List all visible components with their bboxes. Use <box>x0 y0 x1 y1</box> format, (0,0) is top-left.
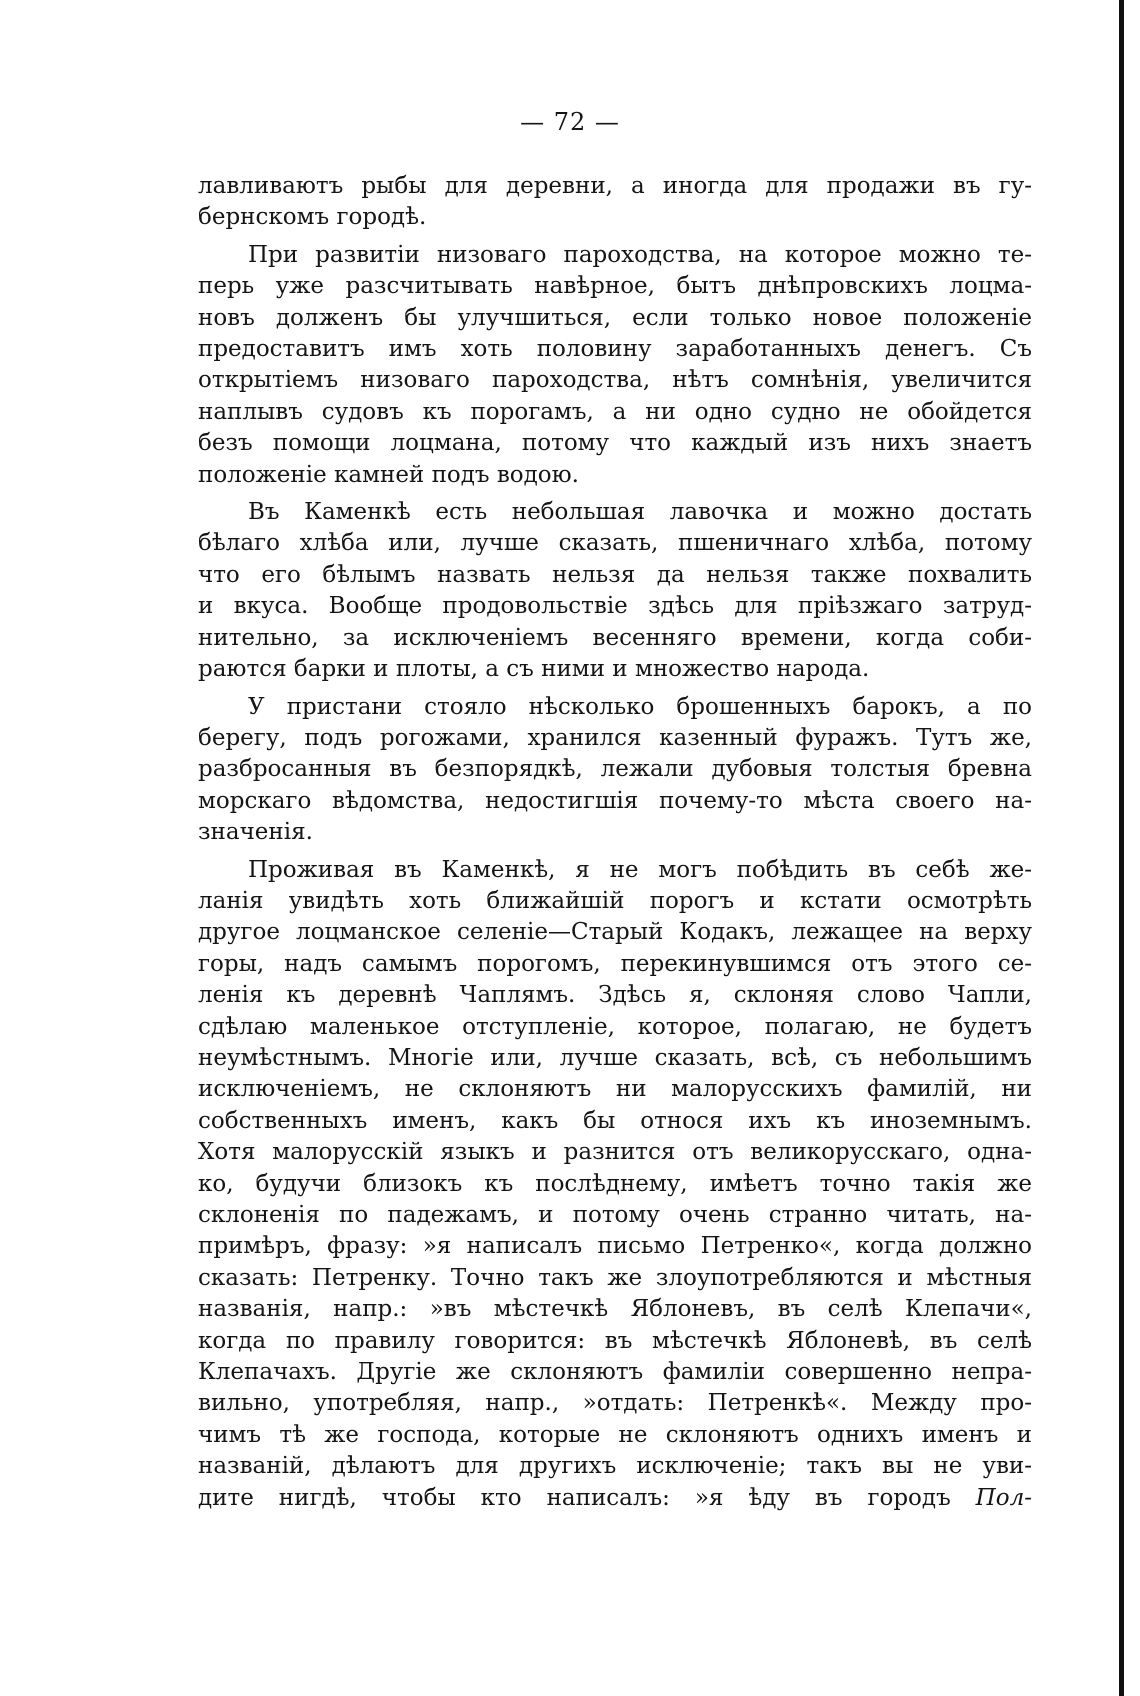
text-line: Въ Каменкѣ есть небольшая лавочка и можно достать <box>248 499 1032 526</box>
text-line: другое лоцманское селеніе—Старый Кодакъ, лежащее на верху <box>198 919 1032 946</box>
text-line: ко, будучи близокъ къ послѣднему, имѣетъ точно такія же <box>198 1170 1032 1197</box>
text-line: Хотя малорусскій языкъ и разнится отъ великорусскаго, одна- <box>198 1139 1032 1166</box>
paragraph-5 <box>198 855 1032 1515</box>
text-line: бѣлаго хлѣба или, лучше сказать, пшеничнаго хлѣба, потому <box>198 530 1032 557</box>
text-line: берегу, подъ рогожами, хранился казенный фуражъ. Тутъ же, <box>198 724 1032 751</box>
text-line: что его бѣлымъ назвать нельзя да нельзя также похвалить <box>198 561 1032 588</box>
page-number: — 72 — <box>520 108 620 136</box>
text-line: вильно, употребляя, напр., »отдать: Петренкѣ«. Между про- <box>198 1390 1032 1417</box>
text-line: сказать: Петренку. Точно такъ же злоупотребляются и мѣстныя <box>198 1264 1032 1291</box>
text-line: и вкуса. Вообще продовольствіе здѣсь для пріѣзжаго затруд- <box>198 593 1032 620</box>
text-line: У пристани стояло нѣсколько брошенныхъ барокъ, а по <box>248 693 1032 720</box>
text-line: перь уже разсчитывать навѣрное, бытъ днѣпровскихъ лоцма- <box>198 273 1032 300</box>
paragraph-3 <box>198 497 1032 685</box>
text-line: наплывъ судовъ къ порогамъ, а ни одно судно не обойдется <box>198 398 1032 425</box>
text-line: собственныхъ именъ, какъ бы относя ихъ къ иноземнымъ. <box>198 1107 1032 1134</box>
text-line: лавливаютъ рыбы для деревни, а иногда для продажи въ гу- <box>198 173 1032 199</box>
text-line: открытіемъ низоваго пароходства, нѣтъ сомнѣнія, увеличится <box>198 367 1032 394</box>
text-line: раются барки и плоты, а съ ними и множество народа. <box>198 656 870 683</box>
final-line-italic: Пол- <box>975 1484 1032 1511</box>
text-line: безъ помощи лоцмана, потому что каждый изъ нихъ знаетъ <box>198 430 1032 457</box>
text-line: склоненія по падежамъ, и потому очень странно читать, на- <box>198 1202 1032 1228</box>
text-line: горы, надъ самымъ порогомъ, перекинувшимся отъ этого се- <box>198 950 1032 977</box>
text-line: положеніе камней подъ водою. <box>198 461 579 488</box>
text-line: морскаго вѣдомства, недостигшія почему-то мѣста своего на- <box>198 787 1032 814</box>
page-body <box>198 171 1032 1520</box>
text-line: разбросанныя въ безпорядкѣ, лежали дубовыя толстыя бревна <box>198 756 1032 783</box>
text-line: неумѣстнымъ. Многіе или, лучше сказать, всѣ, съ небольшимъ <box>198 1044 1032 1071</box>
text-line: Проживая въ Каменкѣ, я не могъ побѣдить въ себѣ же- <box>248 856 1032 883</box>
text-line: примѣръ, фразу: »я написалъ письмо Петренко«, когда должно <box>198 1233 1032 1260</box>
text-line: ланія увидѣть хоть ближайшій порогъ и кстати осмотрѣть <box>198 887 1032 914</box>
text-line: ленія къ деревнѣ Чаплямъ. Здѣсь я, склоняя слово Чапли, <box>198 982 1032 1009</box>
text-line: исключеніемъ, не склоняютъ ни малорусскихъ фамилій, ни <box>198 1076 1032 1103</box>
text-line: значенія. <box>198 819 313 846</box>
paragraph-1 <box>198 171 1032 234</box>
text-line: При развитіи низоваго пароходства, на которое можно те- <box>248 241 1032 268</box>
text-line: бернскомъ городѣ. <box>198 204 427 231</box>
text-line: названій, дѣлаютъ для другихъ исключеніе; такъ вы не уви- <box>198 1453 1032 1480</box>
text-line-final <box>198 1483 1032 1514</box>
text-line: названія, напр.: »въ мѣстечкѣ Яблоневъ, въ селѣ Клепачи«, <box>198 1296 1032 1323</box>
paragraph-2 <box>198 240 1032 491</box>
text-line: нительно, за исключеніемъ весенняго времени, когда соби- <box>198 624 1032 651</box>
text-line: предоставитъ имъ хоть половину заработанныхъ денегъ. Съ <box>198 336 1032 363</box>
final-line-text: дите нигдѣ, чтобы кто написалъ: »я ѣду въ городъ <box>198 1484 951 1511</box>
text-line: чимъ тѣ же господа, которые не склоняютъ однихъ именъ и <box>198 1421 1032 1448</box>
text-line: Клепачахъ. Другіе же склоняютъ фамиліи совершенно непра- <box>198 1359 1032 1386</box>
paragraph-4 <box>198 692 1032 849</box>
text-line: новъ долженъ бы улучшиться, если только новое положеніе <box>198 304 1032 331</box>
text-line: сдѣлаю маленькое отступленіе, которое, полагаю, не будетъ <box>198 1013 1032 1040</box>
page-edge-shadow <box>1119 0 1124 1696</box>
text-line: когда по правилу говорится: въ мѣстечкѣ Яблоневѣ, въ селѣ <box>198 1327 1032 1354</box>
